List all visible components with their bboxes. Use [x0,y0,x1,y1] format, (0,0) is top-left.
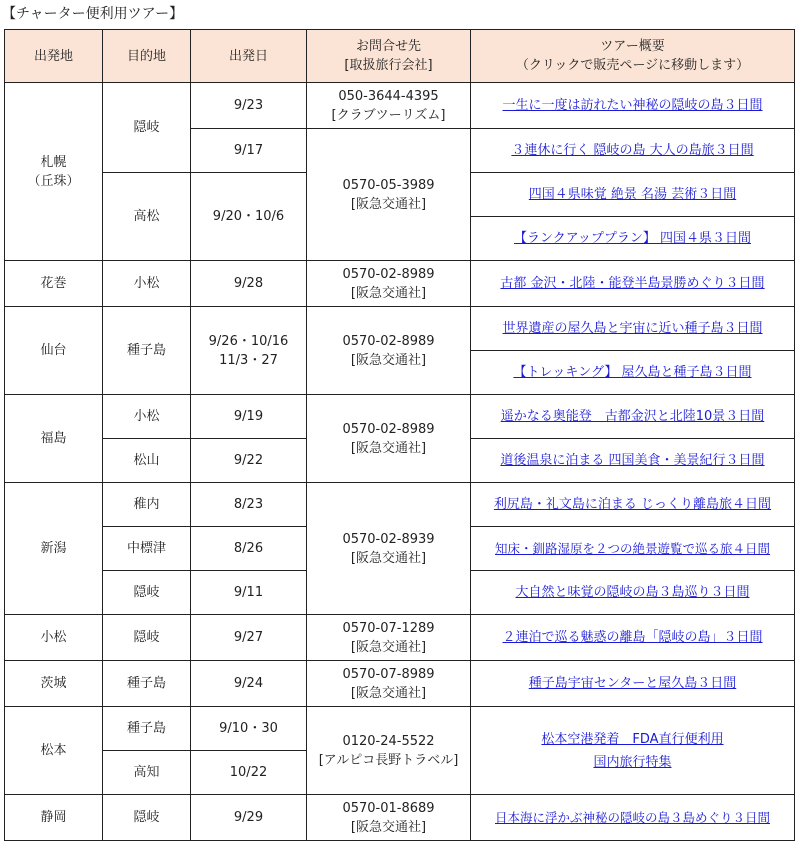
origin-komatsu: 小松 [5,615,103,661]
destination-cell: 種子島 [103,661,191,707]
destination-cell: 小松 [103,261,191,307]
tour-cell [471,571,795,615]
tour-cell [471,351,795,395]
tour-link[interactable]: 遥かなる奥能登 古都金沢と北陸10景３日間 [500,409,765,424]
destination-cell: 隠岐 [103,83,191,173]
table-row [5,707,795,751]
destination-cell: 種子島 [103,307,191,395]
contact-cell [307,661,471,707]
tour-cell [471,307,795,351]
tour-cell [471,707,795,795]
header-overview [471,30,795,83]
tour-cell [471,483,795,527]
tour-cell [471,795,795,841]
header-contact [307,30,471,83]
contact-agency: [阪急交通社] [350,819,427,835]
tour-link[interactable]: 利尻島・礼文島に泊まる じっくり離島旅４日間 [493,497,772,512]
table-header-row [5,30,795,83]
contact-phone: 0570-07-8989 [342,666,435,682]
date-cell [191,307,307,395]
table-row [5,483,795,527]
origin-label: 札幌 [40,154,67,170]
contact-cell [307,83,471,129]
tour-link[interactable]: 世界遺産の屋久島と宇宙に近い種子島３日間 [502,321,763,336]
contact-cell [307,795,471,841]
contact-phone: 0570-02-8989 [342,333,435,349]
origin-matsumoto: 松本 [5,707,103,795]
tour-link[interactable]: 松本空港発着 FDA直行便利用 [541,731,724,747]
origin-sendai: 仙台 [5,307,103,395]
contact-phone: 0570-01-8689 [342,800,435,816]
contact-agency: [阪急交通社] [350,550,427,566]
tour-link[interactable]: 知床・釧路湿原を２つの絶景遊覧で巡る旅４日間 [494,540,770,556]
date-cell: 9/17 [191,129,307,173]
contact-cell [307,261,471,307]
date-line: 11/3・27 [219,352,278,368]
tour-link[interactable]: 種子島宇宙センターと屋久島３日間 [528,676,737,691]
tour-cell [471,395,795,439]
destination-cell: 稚内 [103,483,191,527]
origin-ibaraki: 茨城 [5,661,103,707]
tour-link[interactable]: 大自然と味覚の隠岐の島３島巡り３日間 [515,585,750,600]
destination-cell: 高知 [103,751,191,795]
contact-phone: 0570-02-8989 [342,421,435,437]
destination-cell: 小松 [103,395,191,439]
contact-agency: [阪急交通社] [350,196,427,212]
contact-agency: [アルピコ長野トラベル] [318,752,459,768]
table-row [5,83,795,129]
tour-cell [471,83,795,129]
contact-cell [307,483,471,615]
date-cell: 8/23 [191,483,307,527]
destination-cell: 松山 [103,439,191,483]
tour-cell [471,173,795,217]
contact-phone: 0570-02-8989 [342,266,435,282]
origin-sapporo [5,83,103,261]
header-overview-sub: （クリックで販売ページに移動します） [515,58,750,73]
contact-phone: 050-3644-4395 [338,88,439,104]
tour-link[interactable]: 【トレッキング】 屋久島と種子島３日間 [513,365,752,380]
page-title: 【チャーター便利用ツアー】 [2,6,184,22]
header-overview-label: ツアー概要 [600,39,665,54]
tour-link[interactable]: 一生に一度は訪れたい神秘の隠岐の島３日間 [502,98,763,113]
contact-cell [307,129,471,261]
date-line: 9/26・10/16 [208,333,289,349]
tour-link[interactable]: 古都 金沢・北陸・能登半島景勝めぐり３日間 [500,276,765,291]
destination-cell: 隠岐 [103,795,191,841]
contact-phone: 0570-05-3989 [342,177,435,193]
date-cell: 9/28 [191,261,307,307]
date-cell: 9/11 [191,571,307,615]
table-row [5,795,795,841]
date-cell: 9/29 [191,795,307,841]
date-cell: 10/22 [191,751,307,795]
tour-link[interactable]: 道後温泉に泊まる 四国美食・美景紀行３日間 [500,453,765,468]
tour-cell [471,527,795,571]
origin-niigata: 新潟 [5,483,103,615]
contact-cell [307,395,471,483]
destination-cell: 種子島 [103,707,191,751]
header-destination: 目的地 [103,30,191,83]
contact-cell [307,707,471,795]
header-date: 出発日 [191,30,307,83]
origin-fukushima: 福島 [5,395,103,483]
contact-agency: [阪急交通社] [350,685,427,701]
destination-cell: 隠岐 [103,615,191,661]
tour-cell [471,439,795,483]
contact-phone: 0120-24-5522 [342,733,435,749]
contact-agency: [クラブツーリズム] [331,107,446,123]
date-cell: 9/19 [191,395,307,439]
contact-agency: [阪急交通社] [350,352,427,368]
tour-link[interactable]: 【ランクアッププラン】 四国４県３日間 [514,231,751,246]
date-cell: 9/10・30 [191,707,307,751]
tour-link[interactable]: 四国４県味覚 絶景 名湯 芸術３日間 [528,187,737,202]
date-cell: 9/22 [191,439,307,483]
destination-cell: 中標津 [103,527,191,571]
header-contact-label: お問合せ先 [355,39,421,54]
contact-agency: [阪急交通社] [350,440,427,456]
contact-phone: 0570-07-1289 [342,620,435,636]
destination-cell: 高松 [103,173,191,261]
table-row [5,615,795,661]
date-cell: 8/26 [191,527,307,571]
tour-cell [471,661,795,707]
table-row [5,261,795,307]
date-cell: 9/27 [191,615,307,661]
origin-shizuoka: 静岡 [5,795,103,841]
origin-hanamaki: 花巻 [5,261,103,307]
contact-agency: [阪急交通社] [350,639,427,655]
tour-link[interactable]: 日本海に浮かぶ神秘の隠岐の島３島めぐり３日間 [494,809,770,825]
header-contact-sub: [取扱旅行会社] [344,58,433,73]
date-cell: 9/24 [191,661,307,707]
tour-cell [471,129,795,173]
table-row [5,395,795,439]
tour-link[interactable]: ３連休に行く 隠岐の島 大人の島旅３日間 [511,143,754,158]
contact-cell [307,307,471,395]
contact-cell [307,615,471,661]
table-row [5,661,795,707]
contact-phone: 0570-02-8939 [342,531,435,547]
header-origin: 出発地 [5,30,103,83]
tour-cell [471,615,795,661]
tour-cell [471,217,795,261]
date-cell: 9/20・10/6 [191,173,307,261]
destination-cell: 隠岐 [103,571,191,615]
charter-tour-table [4,29,795,841]
date-cell: 9/23 [191,83,307,129]
tour-link[interactable]: ２連泊で巡る魅惑の離島「隠岐の島」３日間 [502,630,763,645]
tour-cell [471,261,795,307]
origin-sub-label: （丘珠） [27,173,80,189]
table-row [5,307,795,351]
contact-agency: [阪急交通社] [350,285,427,301]
tour-link[interactable]: 国内旅行特集 [593,754,672,770]
